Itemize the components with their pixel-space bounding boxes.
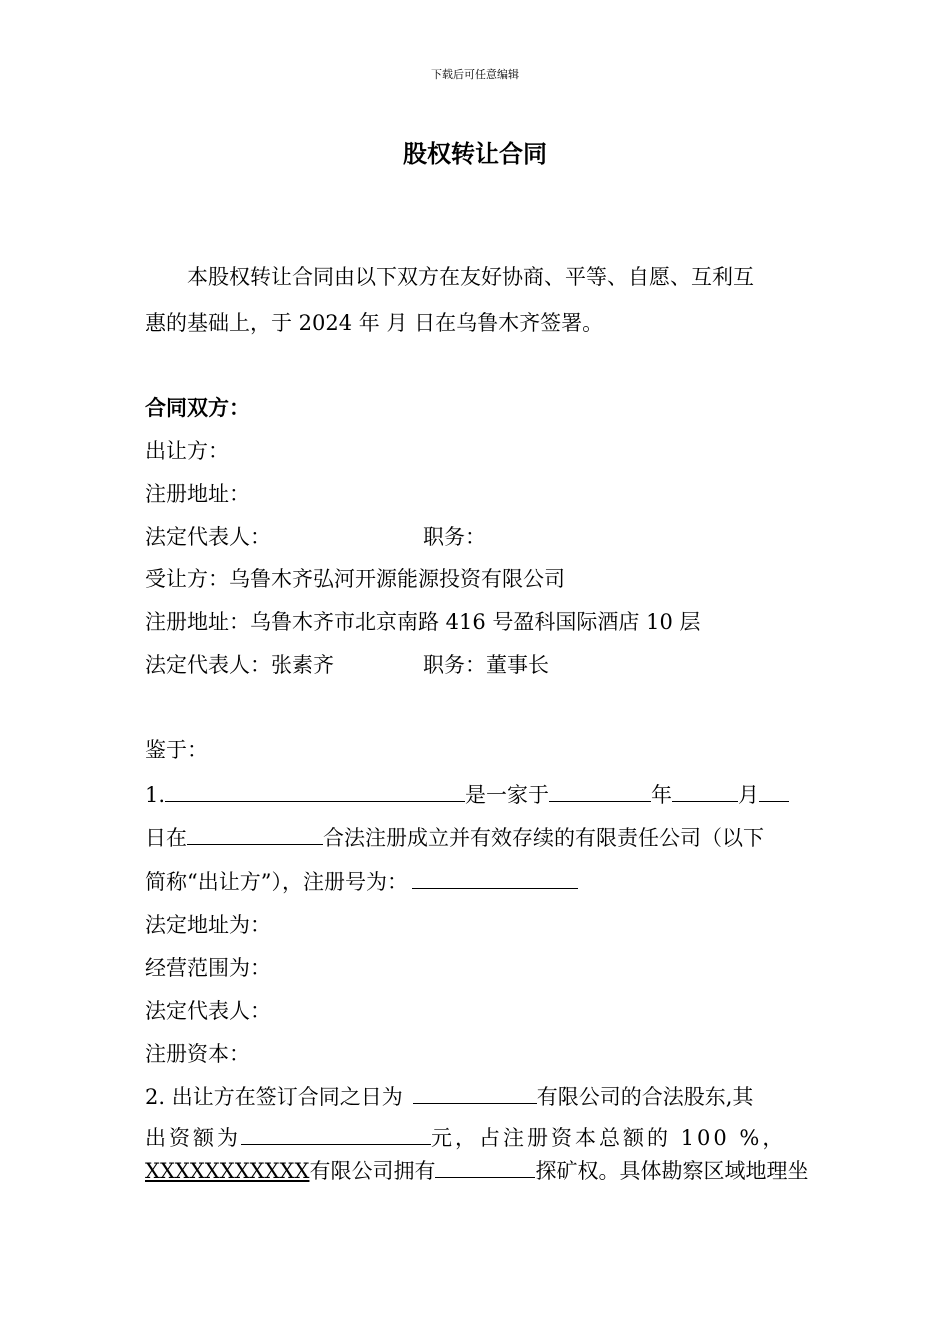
transferee-line: 受让方：乌鲁木齐弘河开源能源投资有限公司 [145, 567, 565, 591]
header-note: 下载后可任意编辑 [431, 68, 519, 81]
capital-amount-blank[interactable] [241, 1122, 431, 1145]
day-blank[interactable] [759, 779, 789, 802]
item2-text-d: 元，占注册资本总额的 100 %， [431, 1126, 787, 1150]
exploration-right-blank[interactable] [435, 1155, 535, 1178]
company-blank[interactable] [413, 1081, 537, 1104]
registration-number-blank[interactable] [412, 866, 578, 889]
parties-heading: 合同双方： [145, 395, 250, 420]
whereas-item2-line3 [145, 1155, 808, 1186]
item1-text-c: 简称“出让方”），注册号为： [145, 870, 408, 894]
item2-text-a: 2. 出让方在签订合同之日为 [145, 1085, 403, 1109]
month-blank[interactable] [672, 779, 738, 802]
transferee-address: 注册地址：乌鲁木齐市北京南路 416 号盈科国际酒店 10 层 [145, 610, 701, 634]
whereas-heading: 鉴于： [145, 738, 208, 762]
item1-month-label: 月 [738, 783, 760, 807]
location-blank[interactable] [187, 822, 323, 845]
whereas-item1-line3 [145, 866, 578, 897]
transferor-rep-label: 法定代表人： [145, 525, 271, 549]
legal-address-label: 法定地址为： [145, 913, 271, 937]
whereas-item2-line1 [145, 1081, 753, 1112]
item2-text-b: 有限公司的合法股东,其 [536, 1085, 754, 1109]
item2-company-placeholder: XXXXXXXXXXX [145, 1159, 310, 1183]
transferee-position: 职务：董事长 [423, 653, 549, 677]
item1-text-a: 是一家于 [465, 783, 550, 807]
company-name-blank[interactable] [165, 779, 465, 802]
whereas-item1-line1 [145, 779, 789, 810]
whereas-item2-line2 [145, 1122, 786, 1153]
legal-rep-label: 法定代表人： [145, 999, 271, 1023]
document-title: 股权转让合同 [403, 139, 547, 168]
intro-line-1: 本股权转让合同由以下双方在友好协商、平等、自愿、互利互 [187, 265, 754, 289]
business-scope-label: 经营范围为： [145, 956, 271, 980]
transferor-label: 出让方： [145, 439, 229, 463]
item2-text-e: 有限公司拥有 [309, 1159, 436, 1183]
item2-text-f: 探矿权。具体勘察区域地理坐 [535, 1159, 809, 1183]
whereas-item1-line2 [145, 822, 764, 853]
item1-day-prefix: 日在 [145, 826, 187, 850]
transferor-address-label: 注册地址： [145, 482, 250, 506]
year-blank[interactable] [549, 779, 651, 802]
transferor-position-label: 职务： [423, 525, 486, 549]
item1-number: 1. [145, 783, 166, 807]
transferee-rep: 法定代表人：张素齐 [145, 653, 334, 677]
registered-capital-label: 注册资本： [145, 1042, 250, 1066]
intro-line-2: 惠的基础上，于 2024 年 月 日在乌鲁木齐签署。 [145, 311, 604, 335]
item1-text-b: 合法注册成立并有效存续的有限责任公司（以下 [323, 826, 764, 850]
item2-text-c: 出资额为 [145, 1126, 241, 1150]
item1-year-label: 年 [651, 783, 673, 807]
